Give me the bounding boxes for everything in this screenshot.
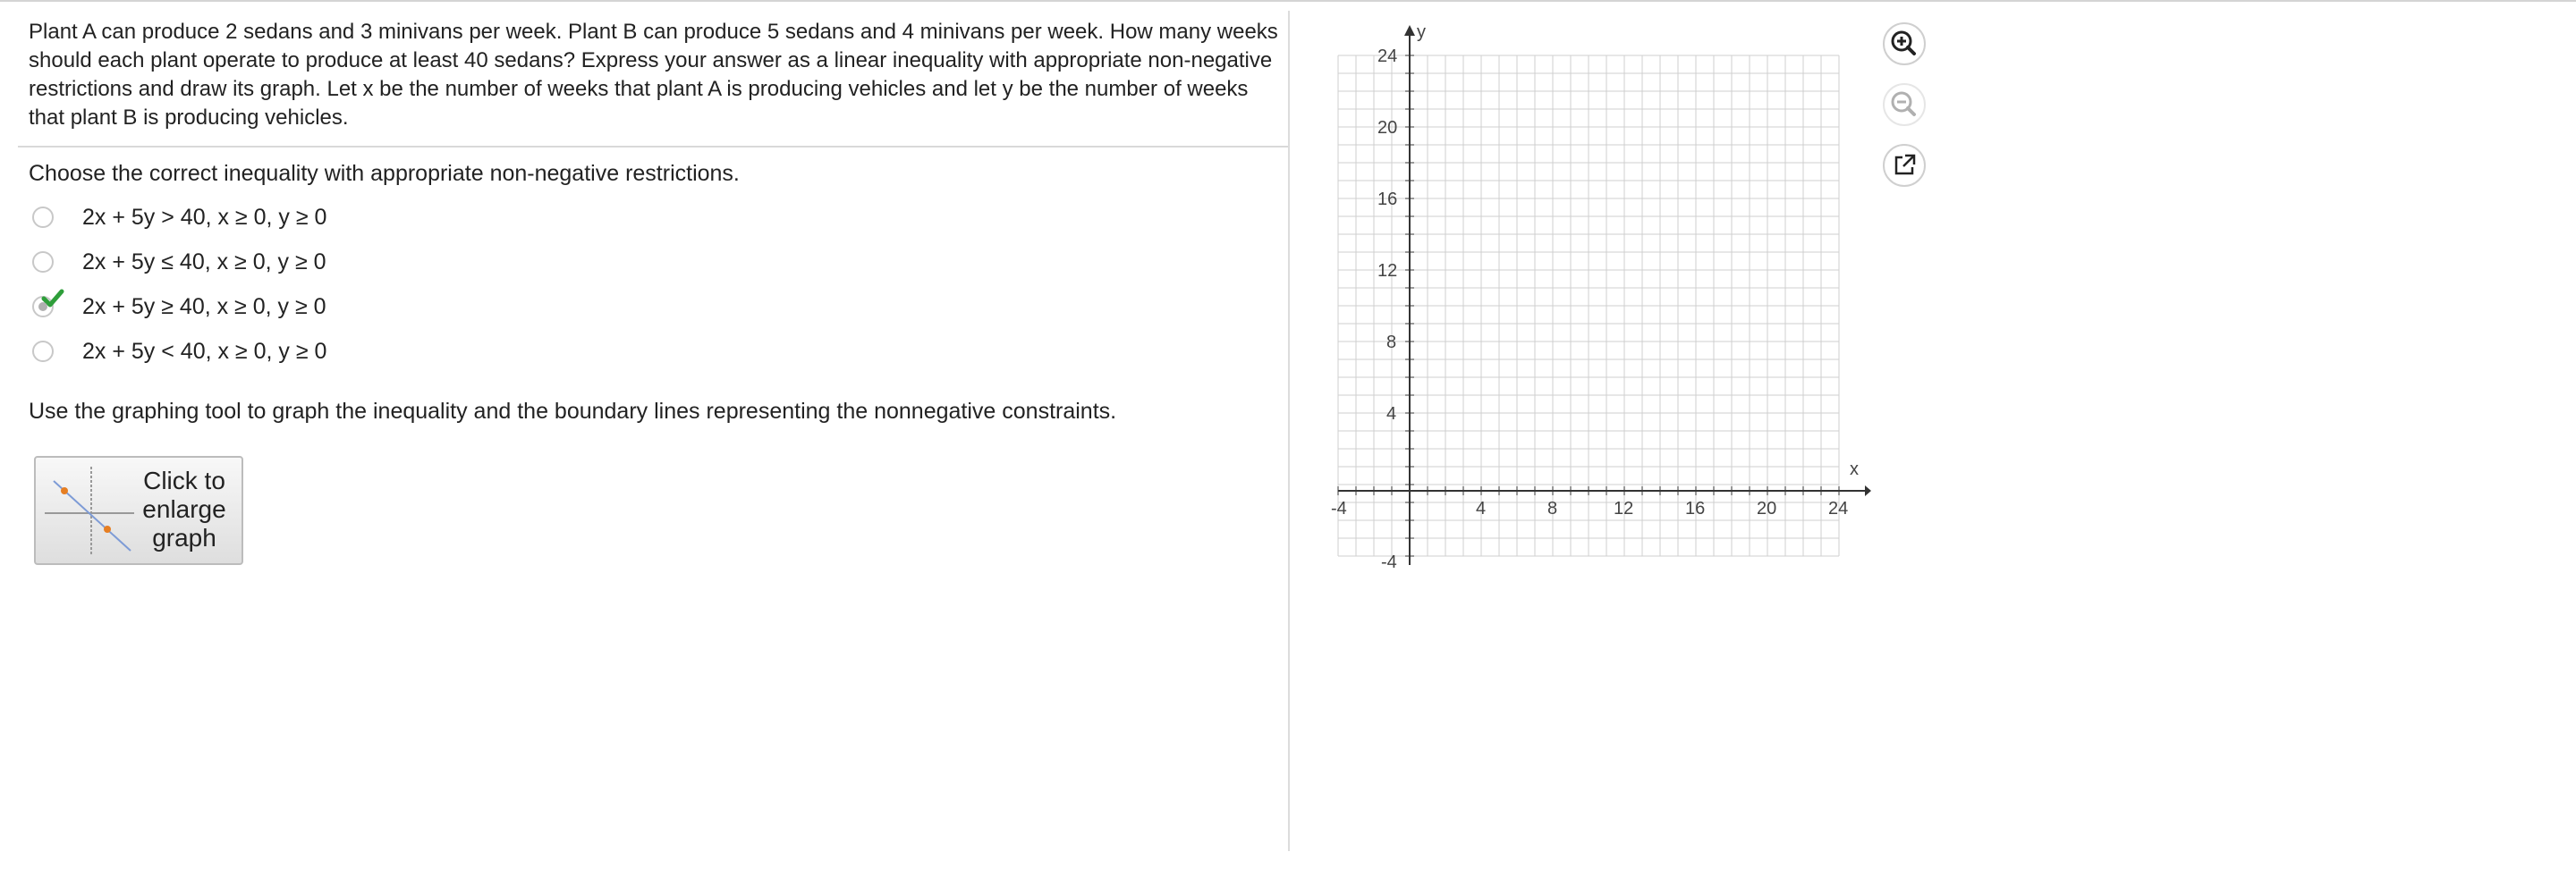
option-4[interactable] bbox=[32, 336, 326, 367]
y-tick-label: 4 bbox=[1386, 404, 1397, 424]
option-label: 2x + 5y < 40, x ≥ 0, y ≥ 0 bbox=[82, 338, 327, 364]
x-tick-label: 24 bbox=[1828, 499, 1849, 519]
y-tick-label: 8 bbox=[1386, 333, 1397, 352]
option-label: 2x + 5y > 40, x ≥ 0, y ≥ 0 bbox=[82, 204, 327, 230]
option-label: 2x + 5y ≤ 40, x ≥ 0, y ≥ 0 bbox=[82, 249, 326, 274]
enlarge-label-line1: Click to bbox=[143, 467, 225, 494]
radio-button-selected[interactable] bbox=[32, 296, 54, 317]
y-tick-label: -4 bbox=[1381, 552, 1397, 572]
x-tick-label: 4 bbox=[1476, 499, 1487, 519]
option-1[interactable] bbox=[32, 202, 326, 232]
x-tick-label: 8 bbox=[1547, 499, 1558, 519]
y-tick-label: 20 bbox=[1377, 118, 1398, 138]
option-2[interactable] bbox=[32, 247, 326, 277]
graph-canvas[interactable] bbox=[1324, 18, 1878, 572]
enlarge-label-line3: graph bbox=[152, 524, 216, 552]
enlarge-label-line2: enlarge bbox=[142, 495, 226, 523]
option-label: 2x + 5y ≥ 40, x ≥ 0, y ≥ 0 bbox=[82, 293, 326, 319]
correct-check-icon bbox=[41, 289, 64, 308]
graph-thumbnail-icon bbox=[45, 467, 134, 556]
graph-instruction: Use the graphing tool to graph the inequality and the boundary lines representing the nonnegative constraints. bbox=[29, 399, 1117, 424]
external-link-icon[interactable] bbox=[1882, 143, 1927, 188]
axes bbox=[1338, 25, 1871, 565]
y-axis-label: y bbox=[1417, 22, 1426, 42]
question-text: Plant A can produce 2 sedans and 3 minivans per week. Plant B can produce 5 sedans and 4 minivans per week. How many weeks should each plant operate to produce at least 40 sedans? Express your answer as a linear inequality with appropriate non-negative restrictions and draw its graph. Let x be the number of weeks that plant A is producing vehicles and let y be the number of weeks that plant B is producing vehicles. bbox=[29, 20, 1278, 130]
y-tick-label: 24 bbox=[1377, 46, 1398, 66]
y-axis-arrow bbox=[1404, 25, 1415, 36]
x-tick-label: 20 bbox=[1757, 499, 1777, 519]
x-axis-label: x bbox=[1850, 460, 1859, 479]
zoom-out-icon[interactable] bbox=[1882, 82, 1927, 127]
radio-button[interactable] bbox=[32, 207, 54, 228]
enlarge-graph-button[interactable] bbox=[34, 456, 243, 565]
zoom-in-icon[interactable] bbox=[1882, 21, 1927, 66]
radio-button[interactable] bbox=[32, 341, 54, 362]
answer-prompt: Choose the correct inequality with appropriate non-negative restrictions. bbox=[29, 161, 740, 186]
x-tick-label: 16 bbox=[1685, 499, 1706, 519]
x-tick-label: -4 bbox=[1331, 499, 1347, 519]
separator bbox=[18, 146, 1288, 148]
x-tick-label: 12 bbox=[1614, 499, 1634, 519]
option-3[interactable] bbox=[32, 291, 326, 322]
panel-divider bbox=[1288, 11, 1290, 851]
y-tick-label: 16 bbox=[1377, 190, 1398, 209]
radio-button[interactable] bbox=[32, 251, 54, 273]
question-panel bbox=[0, 0, 1288, 858]
x-axis-arrow bbox=[1865, 485, 1871, 496]
y-tick-label: 12 bbox=[1377, 261, 1398, 281]
